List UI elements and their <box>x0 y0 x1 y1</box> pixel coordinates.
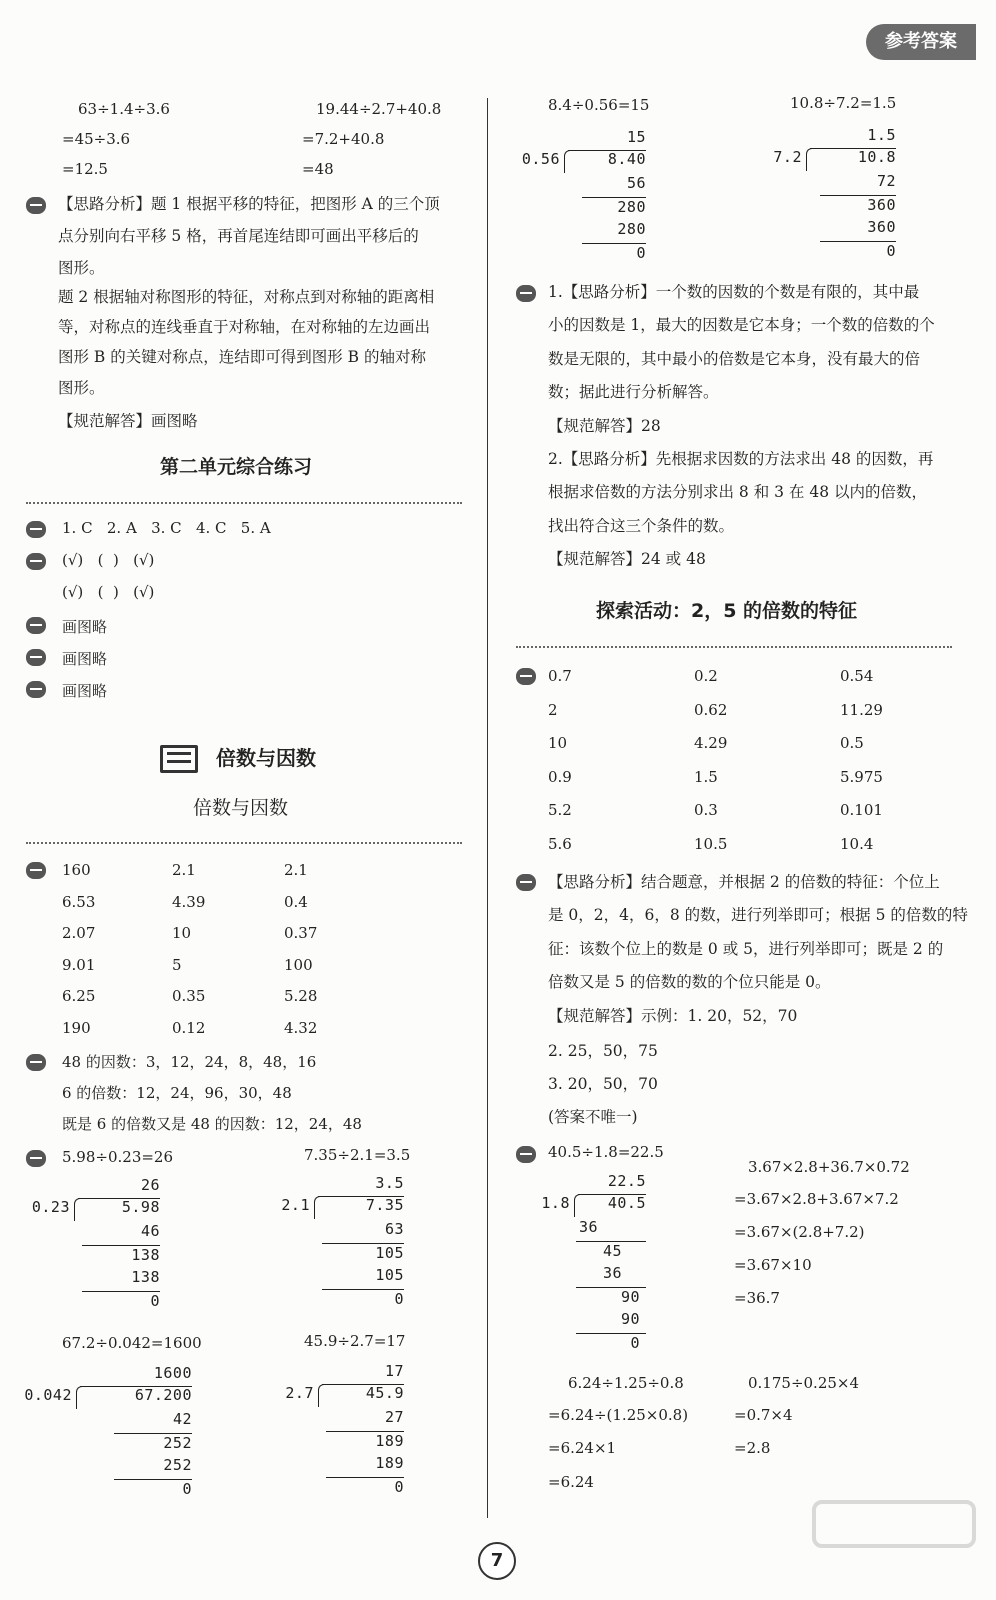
division-dividend: 8.40 <box>607 150 646 168</box>
calc-b-line-2: =7.2+40.8 <box>302 130 385 148</box>
division-step: 0 <box>630 1334 640 1352</box>
question-3-icon <box>26 197 46 214</box>
table-cell: 10.5 <box>694 834 728 853</box>
analysis-line-5: 等，对称点的连线垂直于对称轴，在对称轴的左边画出 <box>58 318 431 336</box>
analysis-line-6: 图形 B 的关键对称点，连结即可得到图形 B 的轴对称 <box>58 348 426 366</box>
division-step: 280 <box>617 220 646 238</box>
table-cell: 5 <box>172 955 182 974</box>
q4-answer: 画图略 <box>62 650 108 668</box>
division-divisor: 2.7 <box>285 1384 314 1402</box>
division-dividend: 67.200 <box>134 1386 192 1404</box>
calc-b-line-3: =48 <box>302 160 334 178</box>
calc-e-line-3: =2.8 <box>734 1439 771 1457</box>
calc-e-line-1: 0.175÷0.25×4 <box>748 1374 860 1392</box>
calc-c-line-4: =3.67×10 <box>734 1256 812 1274</box>
q4-line-4: 数；据此进行分析解答。 <box>548 383 719 401</box>
q2-row-1: (√) ( ) (√) <box>62 551 155 569</box>
q4-line-7: 根据求倍数的方法分别求出 8 和 3 在 48 以内的倍数， <box>548 483 928 501</box>
table-cell: 10 <box>548 734 568 752</box>
division-divisor: 0.23 <box>31 1198 70 1216</box>
calc-d-line-2: =6.24÷(1.25×0.8) <box>548 1406 689 1424</box>
analysis2-line-4: 倍数又是 5 的倍数的数的个位只能是 0。 <box>548 973 831 991</box>
q2-row-2: (√) ( ) (√) <box>62 583 155 601</box>
right-section-divider <box>516 646 952 648</box>
analysis-line-7: 图形。 <box>58 379 105 397</box>
chapter-title: 倍数与因数 <box>216 746 316 770</box>
division-divisor: 7.2 <box>773 148 802 166</box>
q3-answer: 画图略 <box>62 618 108 636</box>
division-step: 72 <box>876 172 896 190</box>
factors-line-2: 6 的倍数：12，24，96，30，48 <box>62 1084 292 1102</box>
table-cell: 4.29 <box>694 734 728 752</box>
section-title: 倍数与因数 <box>193 797 289 819</box>
calc-d-line-4: =6.24 <box>548 1473 594 1491</box>
q4-line-9: 【规范解答】24 或 48 <box>548 550 706 568</box>
q1-answers: 1. C 2. A 3. C 4. C 5. A <box>62 519 271 537</box>
table-cell: 0.9 <box>548 767 572 786</box>
analysis-line-2: 点分别向右平移 5 格，再首尾连结即可画出平移后的 <box>58 227 419 245</box>
analysis2-line-3: 征：该数个位上的数是 0 或 5，进行列举即可；既是 2 的 <box>548 940 944 958</box>
division-step: 0 <box>182 1480 192 1498</box>
table-cell: 6.53 <box>62 892 96 911</box>
table-cell: 0.101 <box>840 801 883 819</box>
table-cell: 0.2 <box>694 667 718 685</box>
division-step: 42 <box>172 1410 192 1428</box>
watermark-logo <box>812 1500 968 1558</box>
analysis2-line-5: 【规范解答】示例：1. 20，52，70 <box>548 1007 798 1025</box>
div6-equation: 10.8÷7.2=1.5 <box>790 94 897 112</box>
division-step: 105 <box>375 1244 404 1262</box>
division-quotient: 1600 <box>153 1364 192 1382</box>
division-step: 0 <box>394 1290 404 1308</box>
division-step: 63 <box>384 1220 404 1238</box>
right-section-title: 探索活动：2，5 的倍数的特征 <box>596 600 858 622</box>
q5-answer: 画图略 <box>62 682 108 700</box>
q4-icon <box>26 649 46 666</box>
q4-line-2: 小的因数是 1，最大的因数是它本身；一个数的倍数的个 <box>548 316 935 334</box>
calc-d-line-3: =6.24×1 <box>548 1439 617 1457</box>
table-cell: 5.2 <box>548 801 572 819</box>
table-cell: 0.4 <box>284 892 308 911</box>
division-step: 46 <box>140 1222 160 1240</box>
division-step: 90 <box>620 1288 640 1306</box>
division-divisor: 2.1 <box>281 1196 310 1214</box>
q4-right-icon <box>516 285 536 302</box>
table-cell: 10.4 <box>840 834 874 853</box>
division-step: 189 <box>375 1454 404 1472</box>
analysis-line-1: 【思路分析】题 1 根据平移的特征，把图形 A 的三个顶 <box>58 195 440 213</box>
q4-line-6: 2.【思路分析】先根据求因数的方法求出 48 的因数，再 <box>548 450 934 468</box>
calc-c-line-3: =3.67×(2.8+7.2) <box>734 1223 865 1241</box>
division-icon <box>26 1150 46 1167</box>
unit-title: 第二单元综合练习 <box>160 456 313 478</box>
div1-equation: 5.98÷0.23=26 <box>62 1148 174 1166</box>
table-cell: 0.35 <box>172 987 206 1005</box>
page-number: 7 <box>490 1550 504 1571</box>
column-divider <box>487 98 488 1518</box>
analysis-line-8: 【规范解答】画图略 <box>58 412 198 430</box>
division-step: 0 <box>636 244 646 262</box>
division-dividend: 45.9 <box>365 1384 404 1402</box>
calc-e-line-2: =0.7×4 <box>734 1406 793 1424</box>
division-quotient: 26 <box>140 1176 160 1194</box>
factors-line-1: 48 的因数：3，12，24，8，48，16 <box>62 1053 317 1071</box>
table-cell: 190 <box>62 1018 91 1037</box>
q5-icon <box>26 681 46 698</box>
div4-equation: 45.9÷2.7=17 <box>304 1332 406 1350</box>
division-step: 56 <box>626 174 646 192</box>
table1-icon <box>26 862 46 879</box>
table-cell: 2.1 <box>284 861 308 879</box>
table-cell: 1.5 <box>694 767 718 786</box>
division-dividend: 40.5 <box>607 1194 646 1212</box>
q4-line-1: 1.【思路分析】一个数的因数的个数是有限的，其中最 <box>548 283 920 301</box>
table-cell: 6.25 <box>62 987 96 1005</box>
q2-icon <box>26 553 46 570</box>
table-cell: 0.7 <box>548 667 572 685</box>
division-step: 138 <box>131 1268 160 1286</box>
division-step: 252 <box>163 1456 192 1474</box>
table-cell: 11.29 <box>840 700 883 719</box>
division-quotient: 3.5 <box>375 1174 404 1192</box>
factors-icon <box>26 1054 46 1071</box>
calc-c-line-5: =36.7 <box>734 1289 780 1307</box>
table-cell: 0.37 <box>284 924 318 942</box>
division-quotient: 22.5 <box>607 1172 646 1190</box>
analysis2-icon <box>516 874 536 891</box>
calc-a-line-3: =12.5 <box>62 160 108 178</box>
division-step: 0 <box>886 242 896 260</box>
table-cell: 4.32 <box>284 1018 318 1037</box>
division-dividend: 10.8 <box>857 148 896 166</box>
division-step: 360 <box>867 218 896 236</box>
table-cell: 2.07 <box>62 924 96 942</box>
calc-b-line-1: 19.44÷2.7+40.8 <box>316 100 442 118</box>
division-step: 36 <box>602 1264 622 1282</box>
div3-equation: 67.2÷0.042=1600 <box>62 1334 202 1352</box>
analysis-line-3: 图形。 <box>58 259 105 277</box>
table-cell: 160 <box>62 861 91 879</box>
table-cell: 2 <box>548 700 558 719</box>
answer-key-tab: 参考答案 <box>866 24 976 60</box>
calc-d-line-1: 6.24÷1.25÷0.8 <box>568 1374 684 1392</box>
chapter-number-icon <box>160 745 198 773</box>
division-step: 138 <box>131 1246 160 1264</box>
analysis2-line-2: 是 0，2，4，6，8 的数，进行列举即可；根据 5 的倍数的特 <box>548 906 968 924</box>
calc-a-line-1: 63÷1.4÷3.6 <box>78 100 170 118</box>
division-quotient: 1.5 <box>867 126 896 144</box>
table-cell: 10 <box>172 924 192 942</box>
table-cell: 5.28 <box>284 987 318 1005</box>
division-divisor: 1.8 <box>541 1194 570 1212</box>
q1-icon <box>26 521 46 538</box>
calc-c-line-1: 3.67×2.8+36.7×0.72 <box>748 1158 910 1176</box>
analysis2-line-7: 3. 20，50，70 <box>548 1075 658 1093</box>
table-cell: 5.6 <box>548 834 572 853</box>
analysis2-line-8: (答案不唯一) <box>548 1108 638 1126</box>
table-cell: 4.39 <box>172 892 206 911</box>
table-cell: 0.62 <box>694 700 728 719</box>
table-cell: 0.3 <box>694 801 718 819</box>
table-cell: 2.1 <box>172 861 196 879</box>
table-cell: 0.5 <box>840 734 864 752</box>
table2-icon <box>516 668 536 685</box>
division-divisor: 0.56 <box>521 150 560 168</box>
division-quotient: 17 <box>384 1362 404 1380</box>
q4-line-5: 【规范解答】28 <box>548 417 661 435</box>
div7-icon <box>516 1146 536 1163</box>
division-step: 0 <box>394 1478 404 1496</box>
division-quotient: 15 <box>626 128 646 146</box>
table-cell: 100 <box>284 955 313 974</box>
table-cell: 0.54 <box>840 667 874 685</box>
unit-title-divider <box>26 502 462 504</box>
div5-equation: 8.4÷0.56=15 <box>548 96 650 114</box>
division-step: 105 <box>375 1266 404 1284</box>
q4-line-3: 数是无限的，其中最小的倍数是它本身，没有最大的倍 <box>548 350 921 368</box>
division-step: 0 <box>150 1292 160 1310</box>
division-step: 90 <box>620 1310 640 1328</box>
division-divisor: 0.042 <box>24 1386 72 1404</box>
calc-a-line-2: =45÷3.6 <box>62 130 131 148</box>
division-step: 189 <box>375 1432 404 1450</box>
calc-c-line-2: =3.67×2.8+3.67×7.2 <box>734 1190 899 1208</box>
table-cell: 5.975 <box>840 767 883 786</box>
analysis-line-4: 题 2 根据轴对称图形的特征，对称点到对称轴的距离相 <box>58 288 435 306</box>
division-step: 27 <box>384 1408 404 1426</box>
division-step: 280 <box>617 198 646 216</box>
div2-equation: 7.35÷2.1=3.5 <box>304 1146 411 1164</box>
analysis2-line-1: 【思路分析】结合题意，并根据 2 的倍数的特征：个位上 <box>548 873 940 891</box>
division-step: 36 <box>578 1218 598 1236</box>
table-cell: 9.01 <box>62 955 96 974</box>
factors-line-3: 既是 6 的倍数又是 48 的因数：12，24，48 <box>62 1115 362 1133</box>
div7-equation: 40.5÷1.8=22.5 <box>548 1143 664 1161</box>
q4-line-8: 找出符合这三个条件的数。 <box>548 517 735 535</box>
q3-icon <box>26 617 46 634</box>
division-dividend: 7.35 <box>365 1196 404 1214</box>
table-cell: 0.12 <box>172 1018 206 1037</box>
section-divider <box>26 842 462 844</box>
division-step: 360 <box>867 196 896 214</box>
division-step: 252 <box>163 1434 192 1452</box>
division-step: 45 <box>602 1242 622 1260</box>
analysis2-line-6: 2. 25，50，75 <box>548 1042 658 1060</box>
division-dividend: 5.98 <box>121 1198 160 1216</box>
